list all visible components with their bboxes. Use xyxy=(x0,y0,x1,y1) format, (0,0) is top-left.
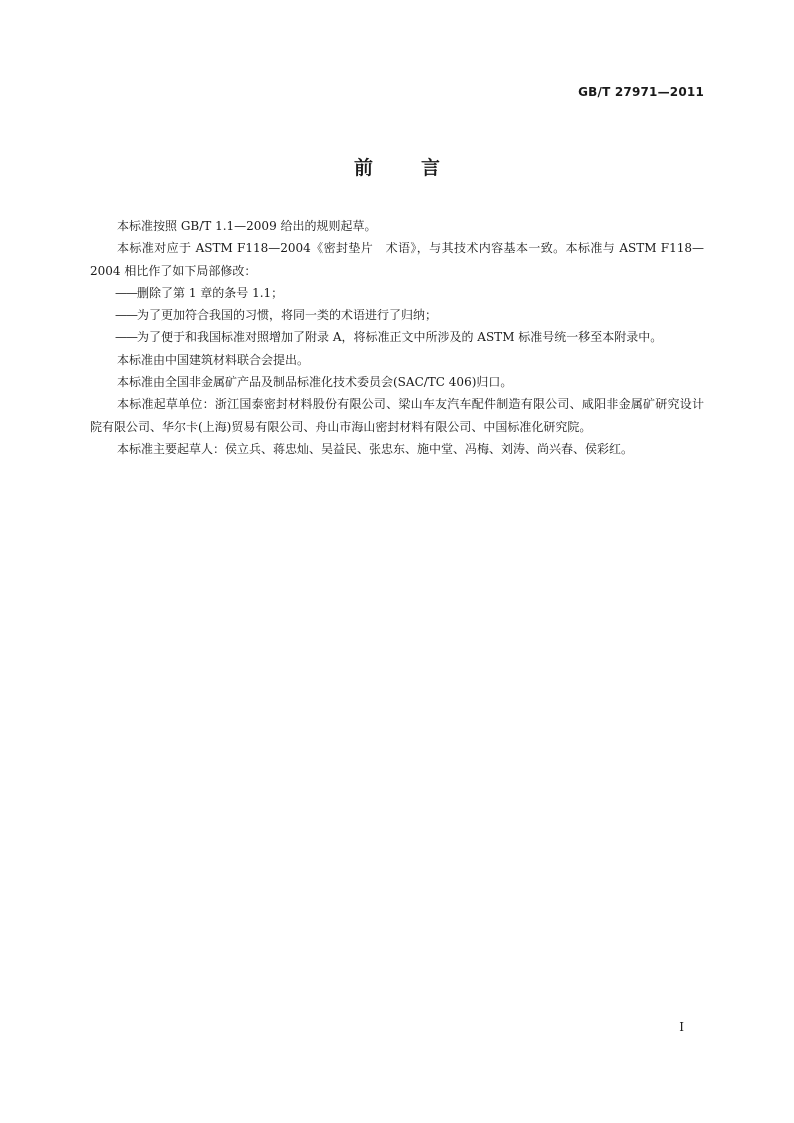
page-number: I xyxy=(679,1020,684,1034)
list-item-text: 为了更加符合我国的习惯，将同一类的术语进行了归纳； xyxy=(137,308,438,323)
dash-marker: —— xyxy=(115,330,137,345)
list-item xyxy=(90,304,704,326)
list-item xyxy=(90,282,704,304)
dash-marker: —— xyxy=(115,308,137,323)
list-item xyxy=(90,326,704,348)
standard-code-header: GB/T 27971—2011 xyxy=(578,85,704,99)
paragraph-drafting-rules: 本标准按照 GB/T 1.1—2009 给出的规则起草。 xyxy=(117,219,377,233)
paragraph-drafting-units: 本标准起草单位：浙江国泰密封材料股份有限公司、梁山车友汽车配件制造有限公司、咸阳非金属矿研究设计院有限公司、华尔卡(上海)贸易有限公司、舟山市海山密封材料有限公司、中国标准化研究院。 xyxy=(90,397,704,434)
list-item-text: 为了便于和我国标准对照增加了附录 A，将标准正文中所涉及的 ASTM 标准号统一移至本附录中。 xyxy=(137,330,663,345)
paragraph-technical-committee: 本标准由全国非金属矿产品及制品标准化技术委员会(SAC/TC 406)归口。 xyxy=(117,375,513,390)
list-item-text: 删除了第 1 章的条号 1.1； xyxy=(137,285,284,300)
page-title: 前言 xyxy=(353,157,488,179)
paragraph-correspondence: 本标准对应于 ASTM F118—2004《密封垫片 术语》，与其技术内容基本一致。本标准与 ASTM F118—2004 相比作了如下局部修改： xyxy=(90,241,704,278)
document-body xyxy=(90,215,704,460)
paragraph-proposer: 本标准由中国建筑材料联合会提出。 xyxy=(117,352,310,367)
dash-marker: —— xyxy=(115,285,137,300)
paragraph-drafters: 本标准主要起草人：侯立兵、蒋忠灿、吴益民、张忠东、施中堂、冯梅、刘涛、尚兴春、侯彩红。 xyxy=(117,441,634,456)
